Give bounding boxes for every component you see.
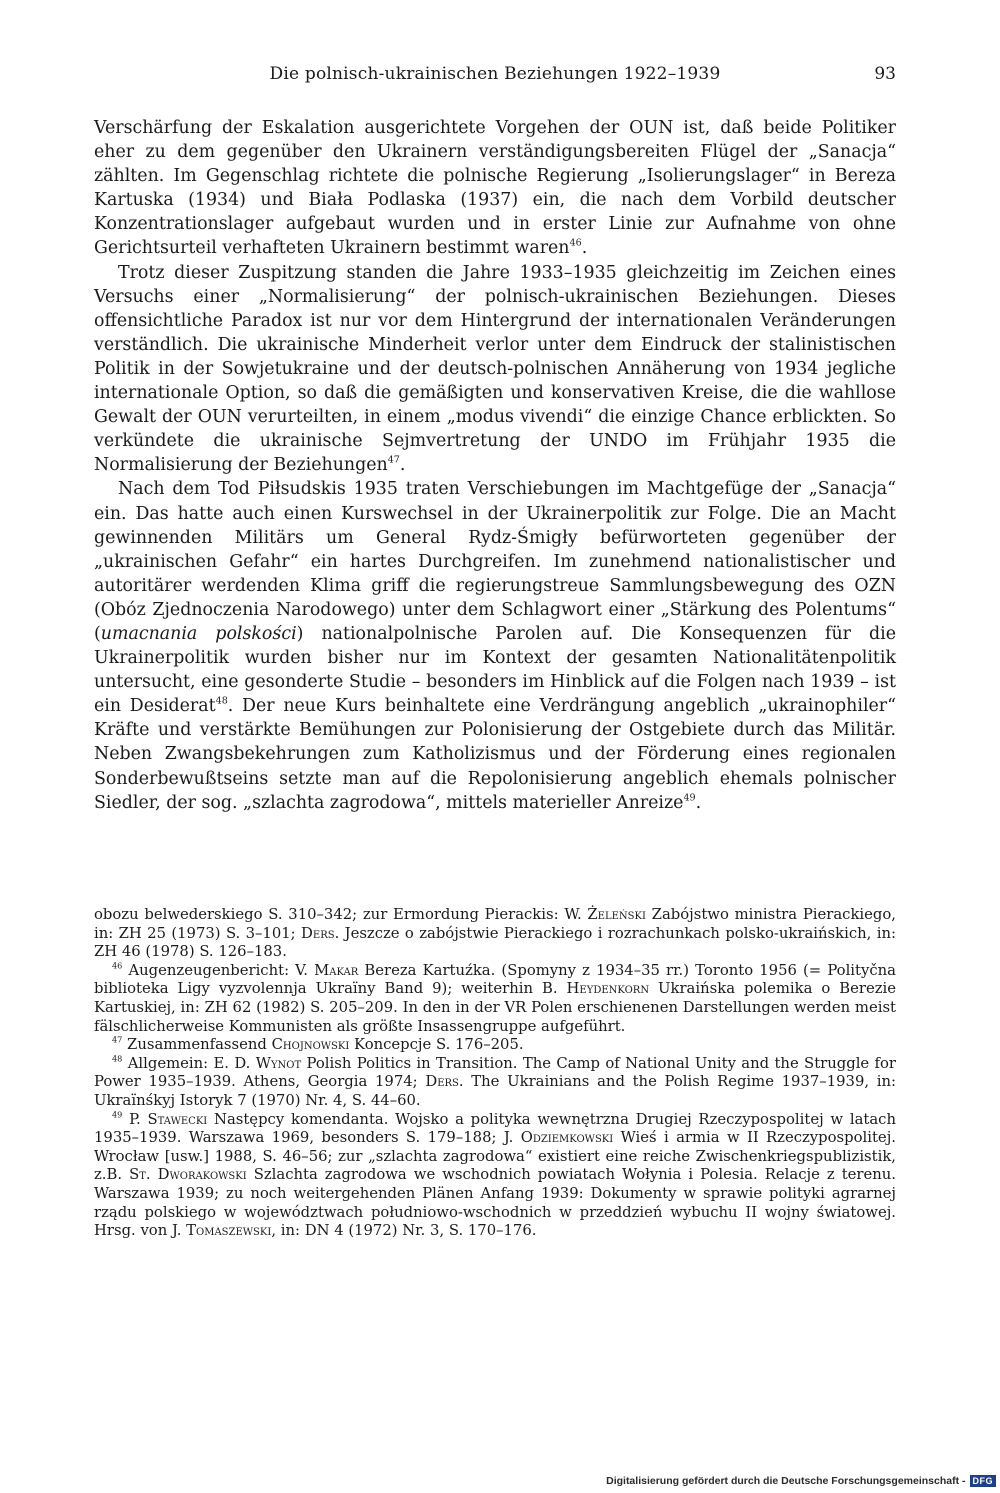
footnotes: [94, 906, 896, 1241]
footnote-49: $^{49}$ P. Stawecki Następcy komendanta. Wojsko a polityka wewnętrzna Drugiej Rzeczypospolitej w latach 1935–1939. Warszawa 1969, besonders S. 179–188; J. Odziemkowski Wieś i armia w II Rzeczypospolitej. Wrocław [usw.] 1988, S. 46–56; zur „szlachta zagrodowa“ existiert eine reiche Zwischenkriegspublizistik, z.B. St. Dworakowski Szlachta zagrodowa we wschodnich powiatach Wołynia i Polesia. Relacje z terenu. Warszawa 1939; zu noch weitergehenden Plänen Anfang 1939: Dokumenty w sprawie polityki agrarnej rządu polskiego w województwach południowo-wschodnich w przeddzień wybuchu II wojny światowej. Hrsg. von J. Tomaszewski, in: DN 4 (1972) Nr. 3, S. 170–176.: [94, 1109, 896, 1240]
digitization-credit: [606, 1475, 996, 1487]
italic-term: umacnania polskości: [100, 623, 297, 644]
page-number: 93: [874, 64, 896, 84]
footnote-46: $^{46}$ Augenzeugenbericht: V. Makar Bereza Kartuźka. (Spomyny z 1934–35 rr.) Toronto 1956 (= Polityčna biblioteka Ligy vyzvolennja Ukraïny Band 9); weiterhin B. Heydenkorn Ukraińska polemika o Berezie Kartuskiej, in: ZH 62 (1982) S. 205–209. In den in der VR Polen erschienenen Darstellungen werden meist fälschlicherweise Kommunisten als größte Insassengruppe aufgeführt.: [94, 960, 896, 1035]
footnote-ref-46[interactable]: 46: [569, 237, 582, 249]
running-title: Die polnisch-ukrainischen Beziehungen 1922–1939: [269, 64, 721, 84]
footnote-48: $^{48}$ Allgemein: E. D. Wynot Polish Politics in Transition. The Camp of National Unity and the Struggle for Power 1935–1939. Athens, Georgia 1974; Ders. The Ukrainians and the Polish Regime 1937–1939, in: Ukraïnśkyj Istoryk 7 (1970) Nr. 4, S. 44–60.: [94, 1053, 896, 1109]
paragraph-3: Nach dem Tod Piłsudskis 1935 traten Verschiebungen im Machtgefüge der „Sanacja“ ein. Das hatte auch einen Kurswechsel in der Ukrainerpolitik zur Folge. Die an Macht gewinnenden Militärs um General Rydz-Śmigły befürworteten gegenüber der „ukrainischen Gefahr“ ein hartes Durchgreifen. Im zunehmend nationalistischer und autoritärer werdenden Klima griff die regierungstreue Sammlungsbewegung des OZN (Obóz Zjednoczenia Narodowego) unter dem Schlagwort einer „Stärkung des Polentums“ (umacnania polskości) nationalpolnische Parolen auf. Die Konsequenzen für die Ukrainerpolitik wurden bisher nur im Kontext der gesamten Nationalitätenpolitik untersucht, eine gesonderte Studie – besonders im Hinblick auf die Folgen nach 1939 – ist ein Desiderat$^{48}$. Der neue Kurs beinhaltete eine Verdrängung angeblich „ukrainophiler“ Kräfte und verstärkte Bemühungen zur Polonisierung der Ostgebiete durch das Militär. Neben Zwangsbekehrungen zum Katholizismus und der Förderung eines regionalen Sonderbewußtseins setzte man auf die Repolonisierung angeblich ehemals polnischer Siedler, der sog. „szlachta zagrodowa“, mittels materieller Anreize$^{49}$.: [94, 479, 896, 813]
credit-text: Digitalisierung gefördert durch die Deutsche Forschungsgemeinschaft -: [606, 1475, 966, 1487]
footnote-47: $^{47}$ Zusammenfassend Chojnowski Koncepcje S. 176–205.: [112, 1034, 524, 1054]
dfg-logo: DFG: [970, 1475, 997, 1487]
running-header: [94, 64, 896, 88]
main-text: [94, 116, 896, 815]
paragraph-2: Trotz dieser Zuspitzung standen die Jahre 1933–1935 gleichzeitig im Zeichen eines Versuchs einer „Normalisierung“ der polnisch-ukrainischen Beziehungen. Dieses offensichtliche Paradox ist nur vor dem Hintergrund der internationalen Veränderungen verständlich. Die ukrainische Minderheit verlor unter dem Eindruck der stalinistischen Politik in der Sowjetukraine und der deutsch-polnischen Annäherung von 1934 jegliche internationale Option, so daß die gemäßigten und konservativen Kreise, die die wahllose Gewalt der OUN verurteilten, in einem „modus vivendi“ die einzige Chance erblickten. So verkündete die ukrainische Sejmvertretung der UNDO im Frühjahr 1935 die Normalisierung der Beziehungen$^{47}$.: [94, 262, 896, 476]
footnote-ref-49[interactable]: 49: [683, 791, 696, 803]
footnote-ref-47[interactable]: 47: [387, 454, 400, 466]
paragraph-1: Verschärfung der Eskalation ausgerichtete Vorgehen der OUN ist, daß beide Politiker eher zu dem gegenüber den Ukrainern verständigungsbereiten Flügel der „Sanacja“ zählten. Im Gegenschlag richtete die polnische Regierung „Isolierungslager“ in Bereza Kartuska (1934) und Biała Podlaska (1937) ein, die nach dem Vorbild deutscher Konzentrationslager aufgebaut wurden und in erster Linie zur Aufnahme von ohne Gerichtsurteil verhafteten Ukrainern bestimmt waren$^{46}$.: [94, 118, 896, 259]
footnote-ref-48[interactable]: 48: [215, 695, 228, 707]
footnote-continued: obozu belwederskiego S. 310–342; zur Ermordung Pierackis: W. Żeleński Zabójstwo ministra Pierackiego, in: ZH 25 (1973) S. 3–101; Ders. Jeszcze o zabójstwie Pierackiego i rozrachunkach polsko-ukraińskich, in: ZH 46 (1978) S. 126–183.: [94, 906, 896, 961]
